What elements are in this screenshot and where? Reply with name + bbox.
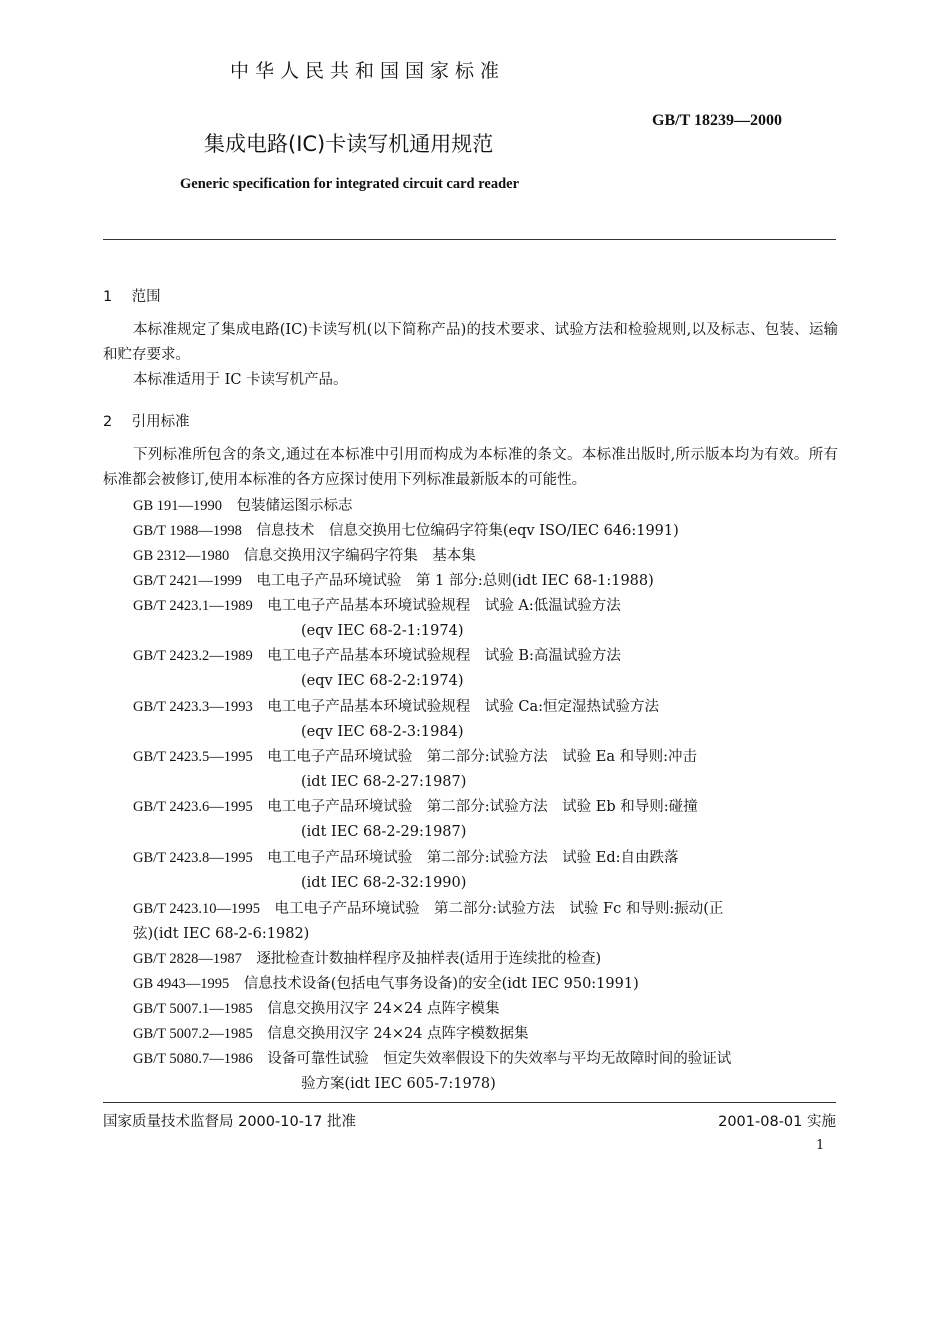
reference-title: 包装储运图示标志: [236, 498, 353, 514]
reference-continuation: (idt IEC 68-2-27:1987): [301, 774, 467, 790]
reference-title: 信息交换用汉字编码字符集 基本集: [243, 548, 476, 564]
reference-title: 电工电子产品基本环境试验规程 试验 A:低温试验方法: [267, 598, 621, 614]
reference-code: GB 4943—1995: [133, 976, 230, 992]
reference-item: [133, 569, 838, 594]
implementation-date: 2001-08-01 实施: [718, 1114, 836, 1130]
section-number: 2: [103, 414, 113, 430]
reference-item: [133, 644, 838, 694]
reference-code: GB/T 2828—1987: [133, 951, 242, 967]
reference-continuation: (idt IEC 68-2-29:1987): [301, 824, 467, 840]
reference-continuation: 弦)(idt IEC 68-2-6:1982): [133, 926, 310, 942]
section-number: 1: [103, 289, 113, 305]
reference-code: GB/T 2421—1999: [133, 573, 242, 589]
reference-continuation: (idt IEC 68-2-32:1990): [301, 875, 467, 891]
reference-code: GB/T 2423.8—1995: [133, 850, 253, 866]
section-title: 引用标准: [131, 414, 190, 430]
reference-title: 电工电子产品环境试验 第二部分:试验方法 试验 Fc 和导则:振动(正: [274, 901, 724, 917]
reference-title: 信息交换用汉字 24×24 点阵字模集: [267, 1001, 500, 1017]
reference-continuation: 验方案(idt IEC 605-7:1978): [301, 1076, 496, 1092]
section-2-paragraph-1: 下列标准所包含的条文,通过在本标准中引用而构成为本标准的条文。本标准出版时,所示版本均为有效。所有标准都会被修订,使用本标准的各方应探讨使用下列标准最新版本的可能性。: [103, 447, 838, 488]
reference-code: GB/T 1988—1998: [133, 523, 242, 539]
reference-title: 电工电子产品环境试验 第二部分:试验方法 试验 Eb 和导则:碰撞: [267, 799, 698, 815]
standard-number: GB/T 18239—2000: [652, 112, 782, 129]
reference-code: GB/T 2423.2—1989: [133, 648, 253, 664]
reference-title: 电工电子产品基本环境试验规程 试验 Ca:恒定湿热试验方法: [267, 699, 660, 715]
reference-item: [133, 997, 838, 1022]
reference-item: [133, 519, 838, 544]
header-divider: [103, 239, 836, 240]
reference-code: GB/T 5080.7—1986: [133, 1051, 253, 1067]
reference-title: 电工电子产品环境试验 第二部分:试验方法 试验 Ed:自由跌落: [267, 850, 679, 866]
reference-code: GB/T 2423.10—1995: [133, 901, 261, 917]
reference-item: [133, 972, 838, 997]
reference-item: [133, 1047, 838, 1097]
reference-title: 逐批检查计数抽样程序及抽样表(适用于连续批的检查): [256, 951, 602, 967]
section-title: 范围: [131, 289, 161, 305]
reference-continuation: (eqv IEC 68-2-3:1984): [301, 724, 464, 740]
reference-item: [133, 594, 838, 644]
reference-item: [133, 1022, 838, 1047]
section-1-paragraph-2: 本标准适用于 IC 卡读写机产品。: [133, 372, 348, 388]
reference-title: 信息交换用汉字 24×24 点阵字模数据集: [267, 1026, 529, 1042]
reference-code: GB 191—1990: [133, 498, 223, 514]
country-standard-heading: 中华人民共和国国家标准: [230, 60, 506, 82]
reference-item: [133, 745, 838, 795]
reference-code: GB/T 2423.6—1995: [133, 799, 253, 815]
reference-title: 电工电子产品环境试验 第 1 部分:总则(idt IEC 68-1:1988): [256, 573, 654, 589]
reference-title: 电工电子产品基本环境试验规程 试验 B:高温试验方法: [267, 648, 621, 664]
document-title-en: Generic specification for integrated circuit card reader: [180, 176, 520, 192]
reference-title: 信息技术 信息交换用七位编码字符集(eqv ISO/IEC 646:1991): [256, 523, 679, 539]
reference-code: GB/T 5007.1—1985: [133, 1001, 253, 1017]
reference-title: 电工电子产品环境试验 第二部分:试验方法 试验 Ea 和导则:冲击: [267, 749, 697, 765]
reference-title: 信息技术设备(包括电气事务设备)的安全(idt IEC 950:1991): [243, 976, 639, 992]
reference-continuation: (eqv IEC 68-2-1:1974): [301, 623, 464, 639]
reference-title: 设备可靠性试验 恒定失效率假设下的失效率与平均无故障时间的验证试: [267, 1051, 732, 1067]
reference-item: [133, 544, 838, 569]
footer-divider: [103, 1102, 836, 1103]
reference-item: [133, 947, 838, 972]
reference-continuation: (eqv IEC 68-2-2:1974): [301, 673, 464, 689]
reference-code: GB/T 2423.3—1993: [133, 699, 253, 715]
reference-item: [133, 795, 838, 845]
reference-item: [133, 897, 838, 947]
reference-code: GB/T 5007.2—1985: [133, 1026, 253, 1042]
page-number: 1: [816, 1138, 825, 1153]
reference-item: [133, 846, 838, 896]
document-title-cn: 集成电路(IC)卡读写机通用规范: [204, 132, 494, 156]
reference-code: GB/T 2423.5—1995: [133, 749, 253, 765]
approval-info: 国家质量技术监督局 2000-10-17 批准: [103, 1114, 356, 1130]
reference-item: [133, 494, 838, 519]
reference-item: [133, 695, 838, 745]
reference-code: GB 2312—1980: [133, 548, 230, 564]
reference-code: GB/T 2423.1—1989: [133, 598, 253, 614]
section-1-heading: [103, 285, 161, 306]
section-1-paragraph-1: 本标准规定了集成电路(IC)卡读写机(以下简称产品)的技术要求、试验方法和检验规则,以及标志、包装、运输和贮存要求。: [103, 322, 838, 363]
section-2-heading: [103, 410, 190, 431]
